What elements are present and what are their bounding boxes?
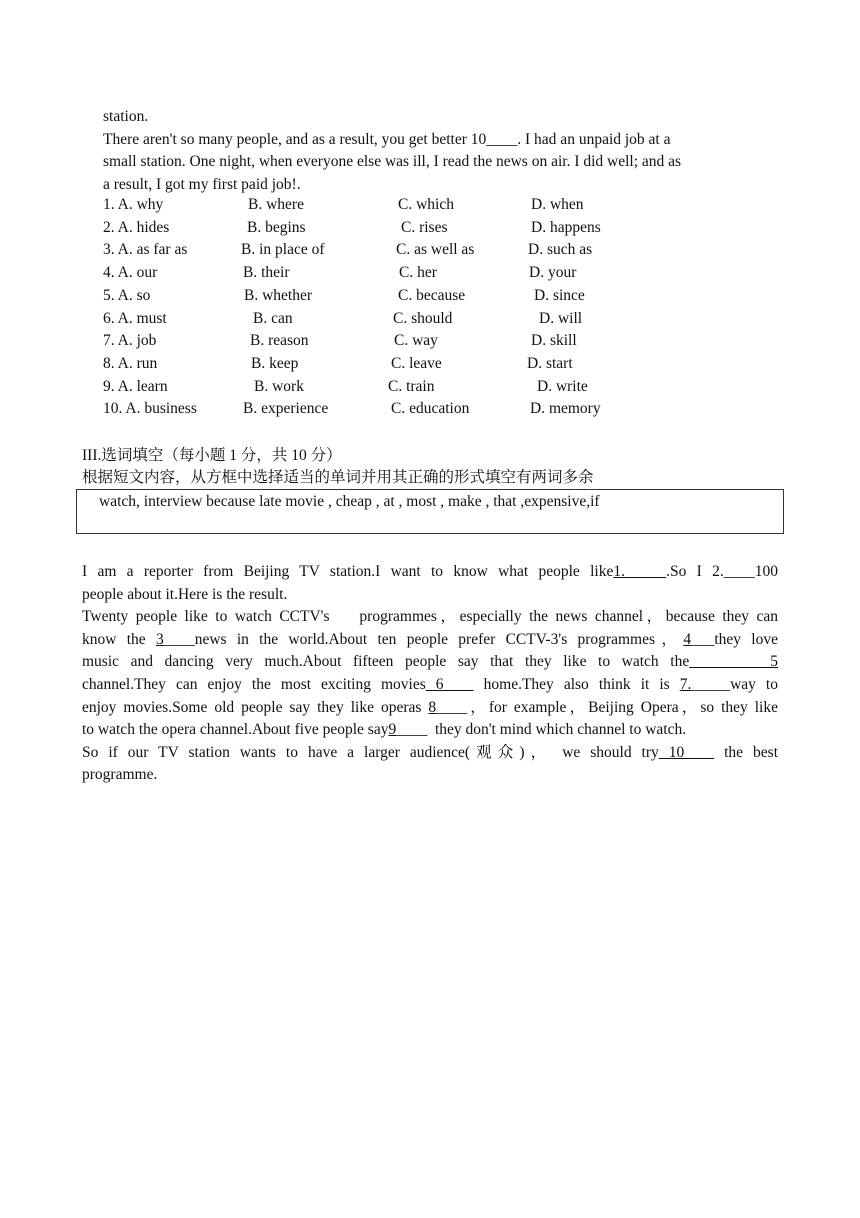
option-c: C. rises: [401, 218, 448, 236]
option-c: C. leave: [391, 354, 442, 372]
option-b: B. begins: [247, 218, 306, 236]
option-row: [0, 196, 860, 218]
option-row: [0, 264, 860, 286]
option-a: 5. A. so: [103, 286, 151, 304]
passage-line: a result, I got my first paid job!.: [103, 175, 301, 193]
answer-blank: 3: [155, 630, 164, 648]
passage-text: music and dancing very much.About fifteen people say that they like to watch the: [82, 653, 690, 671]
option-c: C. education: [391, 400, 470, 418]
passage-text: know the: [82, 630, 156, 648]
answer-blank: 8: [428, 698, 437, 716]
answer-blank: 1.: [613, 563, 667, 580]
passage-line: [82, 606, 778, 629]
passage-line: [82, 629, 778, 652]
option-d: D. happens: [531, 218, 601, 236]
passage-text: programme.: [82, 766, 158, 784]
option-d: D. start: [527, 354, 573, 372]
option-d: D. since: [534, 286, 585, 304]
option-a: 1. A. why: [103, 196, 164, 213]
answer-blank: 5: [689, 653, 779, 671]
option-a: 4. A. our: [103, 264, 158, 282]
passage-line: There aren't so many people, and as a result, you get better 10____. I had an unpaid job at a: [103, 130, 671, 148]
option-d: D. write: [537, 377, 588, 395]
option-row: [0, 332, 860, 354]
option-b: B. can: [253, 309, 293, 327]
passage-text: home.They also think it is: [473, 675, 680, 693]
option-d: D. will: [539, 309, 583, 327]
option-c: C. as well as: [396, 241, 475, 259]
option-b: B. reason: [250, 332, 309, 350]
passage-text: to watch the opera channel.About five people say: [82, 721, 389, 739]
option-c: C. her: [399, 264, 437, 282]
passage-line: [82, 674, 778, 697]
passage-text: ____ they don't mind which channel to watch.: [396, 721, 687, 739]
answer-blank: 6: [425, 675, 474, 693]
option-c: C. which: [398, 196, 454, 213]
passage-line: [82, 561, 778, 584]
passage-text: ____news in the world.About ten people prefer CCTV-3's programmes，: [163, 630, 684, 648]
option-b: B. experience: [243, 400, 329, 418]
option-a: 7. A. job: [103, 332, 157, 350]
passage-line: [82, 651, 778, 674]
option-c: C. because: [398, 286, 466, 304]
option-d: D. your: [529, 264, 577, 282]
option-a: 8. A. run: [103, 354, 158, 372]
option-row: [0, 378, 860, 400]
part2-passage-tail: [103, 106, 763, 196]
option-row: [0, 310, 860, 332]
section-instruction: 根据短文内容，从方框中选择适当的单词并用其正确的形式填空有两词多余: [82, 469, 594, 486]
option-b: B. where: [248, 196, 304, 213]
passage-text: people about it.Here is the result.: [82, 585, 288, 603]
passage-line: [82, 764, 778, 787]
passage-text: ___they love: [691, 630, 778, 648]
passage-text: channel.They can enjoy the most exciting movies: [82, 675, 426, 693]
option-row: [0, 287, 860, 309]
option-d: D. when: [531, 196, 584, 213]
passage-text: I am a reporter from Beijing TV station.I want to know what people like: [82, 563, 614, 580]
passage-line: [82, 697, 778, 720]
word-box: [76, 489, 784, 534]
fill-in-passage: [82, 561, 778, 787]
passage-text: So if our TV station wants to have a larger audience(观众)， we should try: [82, 743, 659, 761]
answer-blank: 7.: [679, 675, 692, 693]
section-title: III.选词填空（每小题 1 分，共 10 分）: [82, 447, 342, 464]
passage-text: enjoy movies.Some old people say they like operas: [82, 698, 429, 716]
option-d: D. skill: [531, 332, 577, 350]
option-row: [0, 219, 860, 241]
passage-line: [82, 719, 778, 742]
option-d: D. memory: [530, 400, 601, 418]
passage-text: the best: [714, 743, 779, 761]
option-a: 2. A. hides: [103, 218, 170, 236]
option-a: 9. A. learn: [103, 377, 168, 395]
option-b: B. in place of: [241, 241, 325, 259]
passage-line: station.: [103, 108, 149, 125]
option-a: 6. A. must: [103, 309, 167, 327]
option-row: [0, 400, 860, 422]
option-b: B. whether: [244, 286, 313, 304]
passage-text: Twenty people like to watch CCTV's programmes，especially the news channel，because they can: [82, 608, 778, 626]
answer-blank: 4: [683, 630, 692, 648]
option-c: C. way: [394, 332, 438, 350]
option-c: C. train: [388, 377, 435, 395]
option-d: D. such as: [528, 241, 593, 259]
word-box-text: watch, interview because late movie , cheap , at , most , make , that ,expensive,if: [99, 493, 600, 510]
passage-text: .So I 2.____100: [666, 563, 778, 580]
option-a: 3. A. as far as: [103, 241, 188, 259]
option-row: [0, 355, 860, 377]
passage-text: ____，for example，Beijing Opera，so they like: [436, 698, 778, 716]
answer-blank: 9: [388, 721, 397, 739]
option-b: B. their: [243, 264, 290, 282]
option-row: [0, 241, 860, 263]
option-a: 10. A. business: [103, 400, 197, 418]
option-c: C. should: [393, 309, 453, 327]
answer-blank: 10: [658, 743, 715, 761]
passage-line: [82, 584, 778, 607]
option-b: B. work: [254, 377, 304, 395]
option-b: B. keep: [251, 354, 299, 372]
passage-text: _____way to: [691, 675, 778, 693]
passage-line: small station. One night, when everyone else was ill, I read the news on air. I did well; and as: [103, 153, 682, 171]
passage-line: [82, 742, 778, 765]
